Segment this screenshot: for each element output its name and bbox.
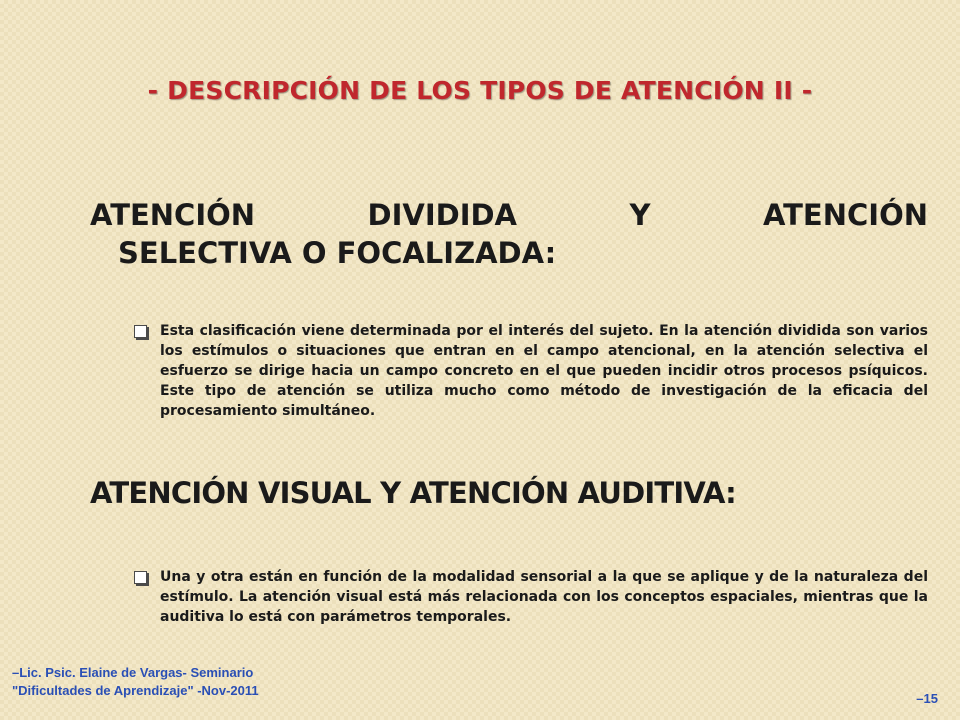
checkbox-square-icon [134,325,147,338]
page-number: –15 [916,691,938,706]
footer-line-2: "Dificultades de Aprendizaje" -Nov-2011 [12,683,259,698]
bullet-text: Una y otra están en función de la modalidad sensorial a la que se aplique y de la naturaleza del estímulo. La atención visual está más relacionada con los conceptos espaciales, mientras que la auditiva lo está con parámetros temporales. [160,569,928,625]
footer-line-1: –Lic. Psic. Elaine de Vargas- Seminario [12,665,254,680]
bullet-item-divided-selective [134,321,928,421]
checkbox-square-icon [134,571,147,584]
section-heading-divided-selective [90,196,928,272]
slide-title: - DESCRIPCIÓN DE LOS TIPOS DE ATENCIÓN II - [147,76,813,105]
bullet-item-visual-auditory [134,567,928,627]
heading-line-1: ATENCIÓN DIVIDIDA Y ATENCIÓN [90,198,928,232]
section-heading-visual-auditory: ATENCIÓN VISUAL Y ATENCIÓN AUDITIVA: [90,476,736,510]
footer-credits [12,664,259,700]
heading-line-2: SELECTIVA O FOCALIZADA: [118,236,557,270]
bullet-text: Esta clasificación viene determinada por el interés del sujeto. En la atención dividida son varios los estímulos o situaciones que entran en el campo atencional, en la atención selectiva el esfuerzo se dirige hacia un campo concreto en el que pueden incidir otros procesos psíquicos. Este tipo de atención se utiliza mucho como método de investigación de la eficacia del procesamiento simultáneo. [160,323,928,419]
